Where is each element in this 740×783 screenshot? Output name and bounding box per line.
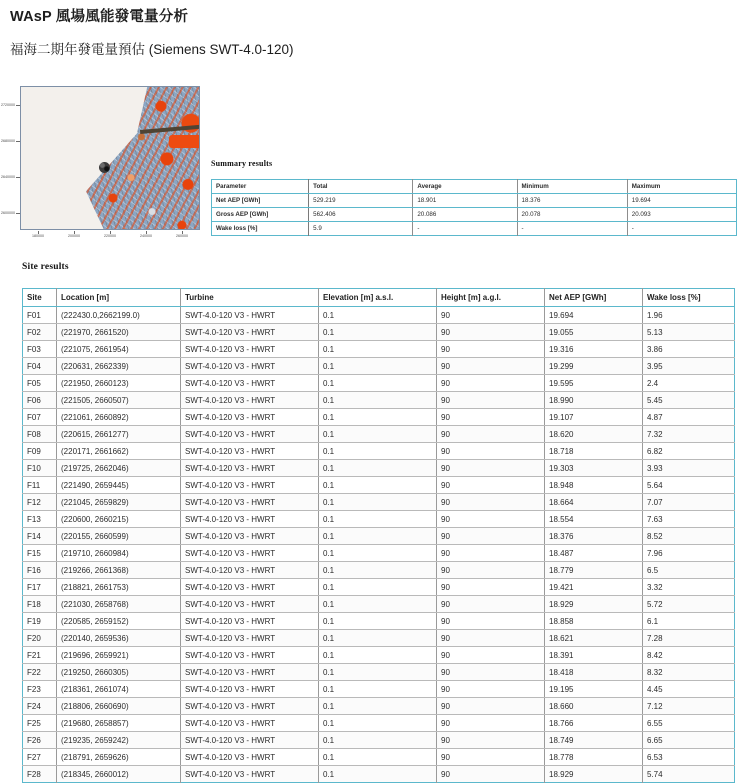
site-cell-turbine: SWT-4.0-120 V3 - HWRT [181,545,319,562]
site-cell-height: 90 [437,681,545,698]
site-header-row [23,289,735,307]
site-cell-turbine: SWT-4.0-120 V3 - HWRT [181,324,319,341]
site-cell-location: (220585, 2659152) [57,613,181,630]
site-cell-turbine: SWT-4.0-120 V3 - HWRT [181,528,319,545]
site-cell-turbine: SWT-4.0-120 V3 - HWRT [181,647,319,664]
summary-total-value: 529.219 [309,194,413,208]
site-cell-location: (219680, 2658857) [57,715,181,732]
site-cell-id: F07 [23,409,57,426]
summary-results-table [211,179,737,236]
site-cell-wake-loss: 7.12 [643,698,735,715]
site-cell-net-aep: 18.418 [545,664,643,681]
site-cell-turbine: SWT-4.0-120 V3 - HWRT [181,562,319,579]
summary-maximum-value: 20.093 [627,208,736,222]
site-cell-wake-loss: 5.13 [643,324,735,341]
site-cell-height: 90 [437,766,545,783]
site-col-height: Height [m] a.g.l. [437,289,545,307]
site-cell-location: (221075, 2661954) [57,341,181,358]
site-cell-wake-loss: 4.45 [643,681,735,698]
site-cell-wake-loss: 5.74 [643,766,735,783]
site-cell-elevation: 0.1 [319,528,437,545]
site-cell-height: 90 [437,596,545,613]
site-cell-net-aep: 18.749 [545,732,643,749]
table-row [23,732,735,749]
summary-results-caption: Summary results [211,159,273,168]
site-cell-wake-loss: 2.4 [643,375,735,392]
site-cell-id: F03 [23,341,57,358]
site-cell-turbine: SWT-4.0-120 V3 - HWRT [181,460,319,477]
site-cell-net-aep: 18.929 [545,596,643,613]
site-cell-height: 90 [437,613,545,630]
map-y-tick-label: 2640000 [1,175,15,179]
site-cell-location: (221505, 2660507) [57,392,181,409]
site-cell-turbine: SWT-4.0-120 V3 - HWRT [181,392,319,409]
table-row [23,443,735,460]
site-cell-id: F17 [23,579,57,596]
site-cell-elevation: 0.1 [319,307,437,324]
site-results-caption: Site results [22,262,69,272]
site-cell-location: (219696, 2659921) [57,647,181,664]
page-subtitle: 福海二期年發電量預估 (Siemens SWT-4.0-120) [10,42,294,57]
summary-average-value: 20.086 [413,208,517,222]
site-cell-wake-loss: 7.63 [643,511,735,528]
site-cell-elevation: 0.1 [319,341,437,358]
site-cell-height: 90 [437,494,545,511]
site-col-wake-loss: Wake loss [%] [643,289,735,307]
map-x-axis [20,231,200,241]
site-cell-turbine: SWT-4.0-120 V3 - HWRT [181,664,319,681]
site-cell-turbine: SWT-4.0-120 V3 - HWRT [181,715,319,732]
site-cell-height: 90 [437,392,545,409]
site-cell-location: (219250, 2660305) [57,664,181,681]
table-row [23,494,735,511]
site-cell-elevation: 0.1 [319,477,437,494]
site-cell-id: F27 [23,749,57,766]
table-row [23,545,735,562]
summary-row-gross-aep [212,208,737,222]
site-cell-net-aep: 19.055 [545,324,643,341]
table-row [23,341,735,358]
site-cell-net-aep: 19.421 [545,579,643,596]
site-cell-id: F01 [23,307,57,324]
site-cell-turbine: SWT-4.0-120 V3 - HWRT [181,375,319,392]
site-cell-height: 90 [437,562,545,579]
site-cell-location: (218791, 2659626) [57,749,181,766]
site-cell-id: F02 [23,324,57,341]
site-cell-net-aep: 18.858 [545,613,643,630]
site-cell-id: F11 [23,477,57,494]
table-row [23,528,735,545]
summary-average-value: - [413,222,517,236]
map-y-tick-label: 2680000 [1,139,15,143]
table-row [23,749,735,766]
site-cell-id: F13 [23,511,57,528]
site-cell-net-aep: 18.718 [545,443,643,460]
summary-parameter-label: Wake loss [%] [212,222,309,236]
site-cell-turbine: SWT-4.0-120 V3 - HWRT [181,630,319,647]
site-cell-elevation: 0.1 [319,460,437,477]
site-cell-turbine: SWT-4.0-120 V3 - HWRT [181,494,319,511]
site-cell-elevation: 0.1 [319,630,437,647]
site-cell-turbine: SWT-4.0-120 V3 - HWRT [181,596,319,613]
site-cell-location: (218821, 2661753) [57,579,181,596]
terrain-hotspot [169,135,200,148]
site-cell-wake-loss: 3.93 [643,460,735,477]
table-row [23,426,735,443]
map-y-tick-label: 2600000 [1,211,15,215]
summary-row-net-aep [212,194,737,208]
site-cell-elevation: 0.1 [319,596,437,613]
site-col-turbine: Turbine [181,289,319,307]
site-cell-elevation: 0.1 [319,715,437,732]
site-cell-id: F25 [23,715,57,732]
site-cell-wake-loss: 7.07 [643,494,735,511]
site-cell-id: F23 [23,681,57,698]
map-plot-area [20,86,200,230]
site-cell-height: 90 [437,545,545,562]
site-cell-elevation: 0.1 [319,698,437,715]
table-row [23,409,735,426]
site-cell-net-aep: 18.660 [545,698,643,715]
summary-row-wake-loss [212,222,737,236]
site-cell-wake-loss: 6.53 [643,749,735,766]
site-cell-elevation: 0.1 [319,562,437,579]
site-cell-turbine: SWT-4.0-120 V3 - HWRT [181,307,319,324]
site-cell-wake-loss: 6.5 [643,562,735,579]
table-row [23,681,735,698]
site-cell-wake-loss: 5.64 [643,477,735,494]
site-cell-location: (222430.0,2662199.0) [57,307,181,324]
site-cell-elevation: 0.1 [319,426,437,443]
site-cell-height: 90 [437,443,545,460]
site-col-net-aep: Net AEP [GWh] [545,289,643,307]
site-cell-turbine: SWT-4.0-120 V3 - HWRT [181,409,319,426]
site-cell-height: 90 [437,664,545,681]
site-cell-net-aep: 19.107 [545,409,643,426]
site-cell-elevation: 0.1 [319,409,437,426]
site-cell-id: F19 [23,613,57,630]
site-cell-location: (219710, 2660984) [57,545,181,562]
site-cell-elevation: 0.1 [319,494,437,511]
site-cell-turbine: SWT-4.0-120 V3 - HWRT [181,358,319,375]
table-row [23,596,735,613]
map-x-tick-label: 240000 [140,234,152,238]
site-cell-turbine: SWT-4.0-120 V3 - HWRT [181,511,319,528]
site-cell-net-aep: 18.779 [545,562,643,579]
site-cell-height: 90 [437,647,545,664]
site-cell-elevation: 0.1 [319,579,437,596]
summary-col-average: Average [413,180,517,194]
table-row [23,579,735,596]
table-row [23,647,735,664]
site-cell-id: F18 [23,596,57,613]
site-cell-net-aep: 18.766 [545,715,643,732]
site-cell-turbine: SWT-4.0-120 V3 - HWRT [181,681,319,698]
site-cell-elevation: 0.1 [319,766,437,783]
site-cell-location: (221970, 2661520) [57,324,181,341]
site-cell-location: (220615, 2661277) [57,426,181,443]
site-cell-turbine: SWT-4.0-120 V3 - HWRT [181,426,319,443]
site-cell-location: (218345, 2660012) [57,766,181,783]
site-cell-id: F09 [23,443,57,460]
site-cell-location: (219725, 2662046) [57,460,181,477]
site-cell-height: 90 [437,528,545,545]
site-cell-elevation: 0.1 [319,749,437,766]
site-cell-id: F08 [23,426,57,443]
site-cell-turbine: SWT-4.0-120 V3 - HWRT [181,443,319,460]
site-cell-id: F05 [23,375,57,392]
site-cell-wake-loss: 5.72 [643,596,735,613]
summary-col-total: Total [309,180,413,194]
site-cell-elevation: 0.1 [319,443,437,460]
site-cell-elevation: 0.1 [319,613,437,630]
summary-total-value: 562.406 [309,208,413,222]
site-col-site: Site [23,289,57,307]
site-cell-elevation: 0.1 [319,681,437,698]
site-table-body [23,307,735,783]
summary-maximum-value: 19.694 [627,194,736,208]
site-cell-elevation: 0.1 [319,545,437,562]
site-table-head [23,289,735,307]
summary-total-value: 5.9 [309,222,413,236]
site-cell-wake-loss: 5.45 [643,392,735,409]
site-cell-turbine: SWT-4.0-120 V3 - HWRT [181,732,319,749]
site-cell-height: 90 [437,324,545,341]
site-cell-turbine: SWT-4.0-120 V3 - HWRT [181,613,319,630]
summary-minimum-value: 18.376 [517,194,627,208]
table-row [23,358,735,375]
site-results-table [22,288,735,783]
site-cell-location: (220600, 2660215) [57,511,181,528]
page-title: WAsP 風場風能發電量分析 [10,9,189,25]
site-cell-id: F26 [23,732,57,749]
site-cell-net-aep: 19.195 [545,681,643,698]
site-cell-net-aep: 18.554 [545,511,643,528]
table-row [23,766,735,783]
site-cell-net-aep: 19.299 [545,358,643,375]
summary-minimum-value: - [517,222,627,236]
table-row [23,324,735,341]
site-cell-location: (220171, 2661662) [57,443,181,460]
map-x-tick-label: 260000 [176,234,188,238]
summary-header-row [212,180,737,194]
site-cell-wake-loss: 3.32 [643,579,735,596]
site-cell-height: 90 [437,715,545,732]
site-cell-id: F22 [23,664,57,681]
site-cell-wake-loss: 3.95 [643,358,735,375]
site-cell-wake-loss: 6.65 [643,732,735,749]
site-cell-turbine: SWT-4.0-120 V3 - HWRT [181,477,319,494]
site-cell-elevation: 0.1 [319,664,437,681]
site-cell-wake-loss: 4.87 [643,409,735,426]
site-cell-elevation: 0.1 [319,511,437,528]
table-row [23,630,735,647]
site-col-elevation: Elevation [m] a.s.l. [319,289,437,307]
table-row [23,664,735,681]
table-row [23,460,735,477]
site-cell-id: F28 [23,766,57,783]
site-col-location: Location [m] [57,289,181,307]
site-cell-id: F24 [23,698,57,715]
site-cell-id: F10 [23,460,57,477]
site-cell-net-aep: 18.376 [545,528,643,545]
summary-maximum-value: - [627,222,736,236]
site-cell-turbine: SWT-4.0-120 V3 - HWRT [181,579,319,596]
map-y-axis [2,85,20,231]
site-cell-net-aep: 18.778 [545,749,643,766]
site-cell-elevation: 0.1 [319,324,437,341]
table-row [23,715,735,732]
terrain-roughness-overlay [59,86,200,230]
site-cell-wake-loss: 6.82 [643,443,735,460]
site-cell-location: (221950, 2660123) [57,375,181,392]
site-cell-wake-loss: 6.55 [643,715,735,732]
site-cell-id: F12 [23,494,57,511]
site-cell-height: 90 [437,358,545,375]
site-cell-id: F14 [23,528,57,545]
table-row [23,613,735,630]
site-cell-location: (219266, 2661368) [57,562,181,579]
summary-table-body [212,180,737,236]
table-row [23,477,735,494]
summary-col-maximum: Maximum [627,180,736,194]
site-cell-net-aep: 18.620 [545,426,643,443]
site-cell-id: F21 [23,647,57,664]
site-cell-height: 90 [437,732,545,749]
site-cell-location: (221030, 2658768) [57,596,181,613]
site-cell-wake-loss: 7.28 [643,630,735,647]
site-cell-id: F06 [23,392,57,409]
site-cell-net-aep: 19.595 [545,375,643,392]
site-cell-height: 90 [437,749,545,766]
site-cell-net-aep: 19.316 [545,341,643,358]
table-row [23,307,735,324]
site-cell-turbine: SWT-4.0-120 V3 - HWRT [181,766,319,783]
site-cell-height: 90 [437,460,545,477]
site-cell-location: (221490, 2659445) [57,477,181,494]
site-cell-net-aep: 18.487 [545,545,643,562]
summary-col-parameter: Parameter [212,180,309,194]
table-row [23,375,735,392]
site-cell-height: 90 [437,375,545,392]
table-row [23,562,735,579]
terrain-ridge-line [140,124,200,134]
site-cell-location: (218361, 2661074) [57,681,181,698]
site-cell-height: 90 [437,698,545,715]
site-cell-id: F15 [23,545,57,562]
site-cell-wake-loss: 8.52 [643,528,735,545]
site-cell-elevation: 0.1 [319,647,437,664]
site-cell-id: F20 [23,630,57,647]
site-cell-elevation: 0.1 [319,375,437,392]
site-cell-wake-loss: 3.86 [643,341,735,358]
site-cell-net-aep: 18.621 [545,630,643,647]
site-cell-net-aep: 19.303 [545,460,643,477]
site-cell-location: (221045, 2659829) [57,494,181,511]
site-cell-net-aep: 18.391 [545,647,643,664]
site-cell-turbine: SWT-4.0-120 V3 - HWRT [181,749,319,766]
site-cell-location: (218806, 2660690) [57,698,181,715]
site-cell-height: 90 [437,409,545,426]
site-cell-wake-loss: 8.32 [643,664,735,681]
site-cell-location: (220155, 2660599) [57,528,181,545]
site-cell-location: (220631, 2662339) [57,358,181,375]
site-cell-height: 90 [437,477,545,494]
site-cell-height: 90 [437,630,545,647]
site-cell-height: 90 [437,341,545,358]
site-cell-net-aep: 18.929 [545,766,643,783]
site-cell-height: 90 [437,307,545,324]
site-location-map [2,85,204,237]
site-cell-net-aep: 18.664 [545,494,643,511]
site-cell-elevation: 0.1 [319,732,437,749]
site-cell-location: (221061, 2660892) [57,409,181,426]
site-cell-height: 90 [437,426,545,443]
site-cell-turbine: SWT-4.0-120 V3 - HWRT [181,341,319,358]
site-cell-wake-loss: 8.42 [643,647,735,664]
site-cell-elevation: 0.1 [319,392,437,409]
site-cell-net-aep: 18.948 [545,477,643,494]
summary-average-value: 18.901 [413,194,517,208]
map-x-tick-label: 220000 [104,234,116,238]
map-x-tick-label: 180000 [32,234,44,238]
site-cell-location: (220140, 2659536) [57,630,181,647]
site-cell-net-aep: 19.694 [545,307,643,324]
site-cell-height: 90 [437,579,545,596]
site-cell-wake-loss: 7.32 [643,426,735,443]
table-row [23,698,735,715]
site-cell-wake-loss: 7.96 [643,545,735,562]
summary-parameter-label: Net AEP [GWh] [212,194,309,208]
summary-minimum-value: 20.078 [517,208,627,222]
site-cell-id: F04 [23,358,57,375]
table-row [23,392,735,409]
site-cell-location: (219235, 2659242) [57,732,181,749]
map-y-tick-label: 2720000 [1,103,15,107]
site-cell-net-aep: 18.990 [545,392,643,409]
site-cell-wake-loss: 1.96 [643,307,735,324]
site-cell-id: F16 [23,562,57,579]
site-cell-elevation: 0.1 [319,358,437,375]
map-x-tick-label: 200000 [68,234,80,238]
table-row [23,511,735,528]
summary-parameter-label: Gross AEP [GWh] [212,208,309,222]
summary-col-minimum: Minimum [517,180,627,194]
site-cell-wake-loss: 6.1 [643,613,735,630]
site-cell-height: 90 [437,511,545,528]
site-cell-turbine: SWT-4.0-120 V3 - HWRT [181,698,319,715]
